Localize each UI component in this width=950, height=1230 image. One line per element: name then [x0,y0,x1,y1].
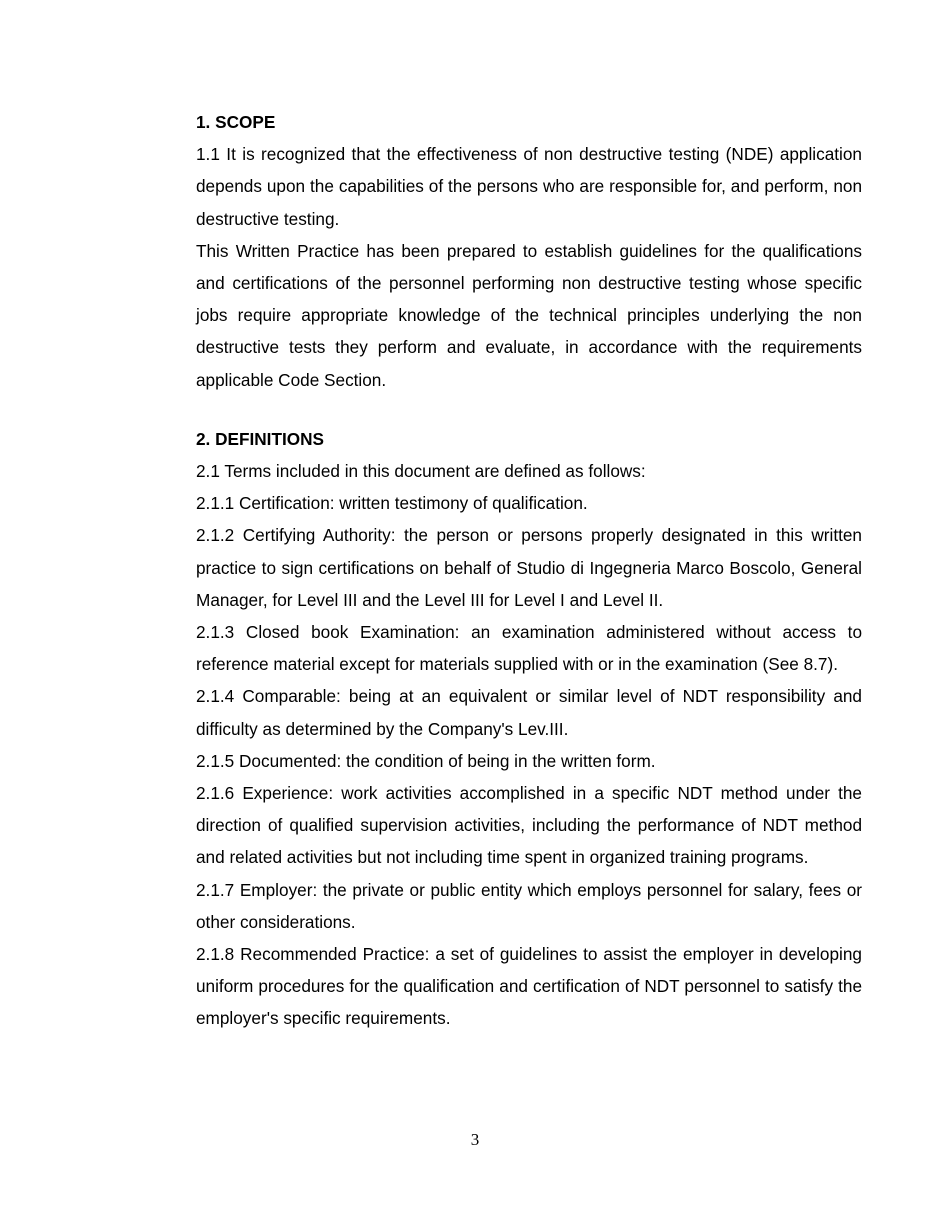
paragraph-1-1: 1.1 It is recognized that the effectiveness of non destructive testing (NDE) application depends upon the capabilities of the persons who are responsible for, and perform, non destructive testing. [196,144,862,229]
document-body [196,106,862,1035]
definition-2-1-4: 2.1.4 Comparable: being at an equivalent or similar level of NDT responsibility and difficulty as determined by the Company's Lev.III. [196,686,862,739]
definition-2-1-7: 2.1.7 Employer: the private or public entity which employs personnel for salary, fees or other considerations. [196,879,862,932]
definition-2-1-6: 2.1.6 Experience: work activities accomplished in a specific NDT method under the direction of qualified supervision activities, including the performance of NDT method and related activities but not including time spent in organized training programs. [196,783,862,868]
definition-2-1-1: 2.1.1 Certification: written testimony of qualification. [196,493,588,514]
definition-2-1-8: 2.1.8 Recommended Practice: a set of guidelines to assist the employer in developing uniform procedures for the qualification and certification of NDT personnel to satisfy the employer's specific requirements. [196,944,862,1029]
definition-2-1-3: 2.1.3 Closed book Examination: an examination administered without access to reference material except for materials supplied with or in the examination (See 8.7). [196,622,862,675]
paragraph-written-practice: This Written Practice has been prepared to establish guidelines for the qualifications and certifications of the personnel performing non destructive testing whose specific jobs require appropriate knowledge of the technical principles underlying the non destructive tests they perform and evaluate, in accordance with the requirements applicable Code Section. [196,240,862,390]
section-heading-definitions: 2. DEFINITIONS [196,428,324,449]
section-spacer [196,396,862,423]
definition-2-1-2: 2.1.2 Certifying Authority: the person or persons properly designated in this written practice to sign certifications on behalf of Studio di Ingegneria Marco Boscolo, General Manager, for Level III and the Level III for Level I and Level II. [196,525,862,610]
page-number: 3 [470,1130,480,1149]
section-heading-scope: 1. SCOPE [196,112,276,132]
paragraph-2-1: 2.1 Terms included in this document are defined as follows: [196,461,646,482]
definition-2-1-5: 2.1.5 Documented: the condition of being in the written form. [196,750,656,771]
